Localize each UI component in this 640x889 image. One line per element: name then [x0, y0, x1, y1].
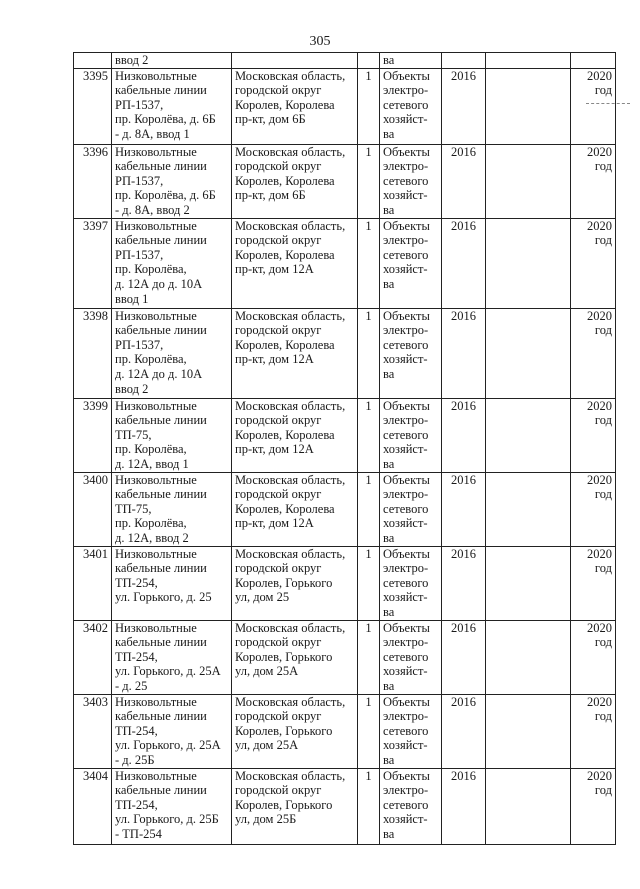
registry-table: [73, 52, 616, 845]
cell-year: 2016: [442, 398, 486, 472]
cell-deadline: 2020 год: [571, 694, 616, 768]
table-row: [74, 546, 616, 620]
cell-address: Московская область, городской округ Королев, Королева пр-кт, дом 12А: [232, 472, 358, 546]
cell-name: Низковольтные кабельные линии ТП-254, ул. Горького, д. 25: [112, 546, 232, 620]
cell-deadline: 2020 год: [571, 218, 616, 308]
cell-name: Низковольтные кабельные линии ТП-75, пр. Королёва, д. 12А, ввод 1: [112, 398, 232, 472]
cell-deadline: 2020 год: [571, 546, 616, 620]
cell-deadline: 2020 год: [571, 308, 616, 398]
cell-quantity: 1: [358, 472, 380, 546]
cell-year: 2016: [442, 768, 486, 844]
table-row: [74, 694, 616, 768]
cell-address: Московская область, городской округ Королев, Королева пр-кт, дом 12А: [232, 218, 358, 308]
cell-object-type: Объекты электро- сетевого хозяйст- ва: [380, 398, 442, 472]
cell-name: Низковольтные кабельные линии РП-1537, пр. Королёва, д. 12А до д. 10А ввод 2: [112, 308, 232, 398]
cell-object-type: Объекты электро- сетевого хозяйст- ва: [380, 546, 442, 620]
cell-name: ввод 2: [112, 53, 232, 69]
cell-year: 2016: [442, 546, 486, 620]
cell-name: Низковольтные кабельные линии ТП-254, ул. Горького, д. 25А - д. 25Б: [112, 694, 232, 768]
cell-object-type: Объекты электро- сетевого хозяйст- ва: [380, 68, 442, 144]
cell-quantity: 1: [358, 144, 380, 218]
cell-object-type: Объекты электро- сетевого хозяйст- ва: [380, 768, 442, 844]
cell-object-type: ва: [380, 53, 442, 69]
page-number: 305: [309, 34, 331, 49]
cell-address: Московская область, городской округ Королев, Горького ул, дом 25А: [232, 694, 358, 768]
cell-address: Московская область, городской округ Королев, Горького ул, дом 25: [232, 546, 358, 620]
cell-number: 3404: [74, 768, 112, 844]
cell-year: [442, 53, 486, 69]
cell-extra: [486, 546, 571, 620]
table-row: [74, 768, 616, 844]
cell-number: 3396: [74, 144, 112, 218]
cell-name: Низковольтные кабельные линии РП-1537, пр. Королёва, д. 6Б - д. 8А, ввод 2: [112, 144, 232, 218]
cell-number: 3399: [74, 398, 112, 472]
cell-quantity: 1: [358, 694, 380, 768]
cell-name: Низковольтные кабельные линии ТП-254, ул. Горького, д. 25А - д. 25: [112, 620, 232, 694]
cell-name: Низковольтные кабельные линии РП-1537, пр. Королёва, д. 6Б - д. 8А, ввод 1: [112, 68, 232, 144]
cell-number: 3401: [74, 546, 112, 620]
cell-number: [74, 53, 112, 69]
cell-year: 2016: [442, 694, 486, 768]
cell-address: Московская область, городской округ Королев, Горького ул, дом 25А: [232, 620, 358, 694]
cell-extra: [486, 218, 571, 308]
cell-extra: [486, 308, 571, 398]
cell-address: Московская область, городской округ Королев, Горького ул, дом 25Б: [232, 768, 358, 844]
cell-address: [232, 53, 358, 69]
table-row: [74, 68, 616, 144]
cell-extra: [486, 68, 571, 144]
continuation-row: [74, 53, 616, 69]
cell-extra: [486, 398, 571, 472]
cell-quantity: 1: [358, 768, 380, 844]
cell-year: 2016: [442, 308, 486, 398]
cell-address: Московская область, городской округ Королев, Королева пр-кт, дом 6Б: [232, 68, 358, 144]
cell-deadline: 2020 год: [571, 144, 616, 218]
cell-year: 2016: [442, 472, 486, 546]
cell-extra: [486, 620, 571, 694]
cell-number: 3400: [74, 472, 112, 546]
cell-address: Московская область, городской округ Королев, Королева пр-кт, дом 12А: [232, 308, 358, 398]
cell-address: Московская область, городской округ Королев, Королева пр-кт, дом 6Б: [232, 144, 358, 218]
cell-year: 2016: [442, 620, 486, 694]
cell-extra: [486, 53, 571, 69]
cell-deadline: 2020 год: [571, 472, 616, 546]
cell-address: Московская область, городской округ Королев, Королева пр-кт, дом 12А: [232, 398, 358, 472]
table-row: [74, 218, 616, 308]
cell-object-type: Объекты электро- сетевого хозяйст- ва: [380, 144, 442, 218]
cell-extra: [486, 768, 571, 844]
table-row: [74, 308, 616, 398]
cell-quantity: [358, 53, 380, 69]
cell-number: 3398: [74, 308, 112, 398]
cell-name: Низковольтные кабельные линии РП-1537, пр. Королёва, д. 12А до д. 10А ввод 1: [112, 218, 232, 308]
cell-deadline: 2020 год: [571, 398, 616, 472]
cell-object-type: Объекты электро- сетевого хозяйст- ва: [380, 620, 442, 694]
cell-extra: [486, 144, 571, 218]
cell-deadline: 2020 год: [571, 768, 616, 844]
cell-number: 3403: [74, 694, 112, 768]
cell-year: 2016: [442, 68, 486, 144]
cell-number: 3395: [74, 68, 112, 144]
cell-extra: [486, 472, 571, 546]
cell-quantity: 1: [358, 218, 380, 308]
cell-year: 2016: [442, 218, 486, 308]
cell-object-type: Объекты электро- сетевого хозяйст- ва: [380, 218, 442, 308]
cell-quantity: 1: [358, 398, 380, 472]
table-row: [74, 398, 616, 472]
cell-name: Низковольтные кабельные линии ТП-75, пр. Королёва, д. 12А, ввод 2: [112, 472, 232, 546]
cell-year: 2016: [442, 144, 486, 218]
cell-object-type: Объекты электро- сетевого хозяйст- ва: [380, 694, 442, 768]
cell-name: Низковольтные кабельные линии ТП-254, ул. Горького, д. 25Б - ТП-254: [112, 768, 232, 844]
table-row: [74, 472, 616, 546]
table-row: [74, 620, 616, 694]
cell-deadline: 2020 год: [571, 68, 616, 144]
cell-object-type: Объекты электро- сетевого хозяйст- ва: [380, 472, 442, 546]
cell-quantity: 1: [358, 546, 380, 620]
cell-extra: [486, 694, 571, 768]
table-row: [74, 144, 616, 218]
cell-quantity: 1: [358, 620, 380, 694]
cell-number: 3397: [74, 218, 112, 308]
cell-quantity: 1: [358, 68, 380, 144]
cell-deadline: 2020 год: [571, 620, 616, 694]
cell-quantity: 1: [358, 308, 380, 398]
cell-number: 3402: [74, 620, 112, 694]
cell-deadline: [571, 53, 616, 69]
cell-object-type: Объекты электро- сетевого хозяйст- ва: [380, 308, 442, 398]
